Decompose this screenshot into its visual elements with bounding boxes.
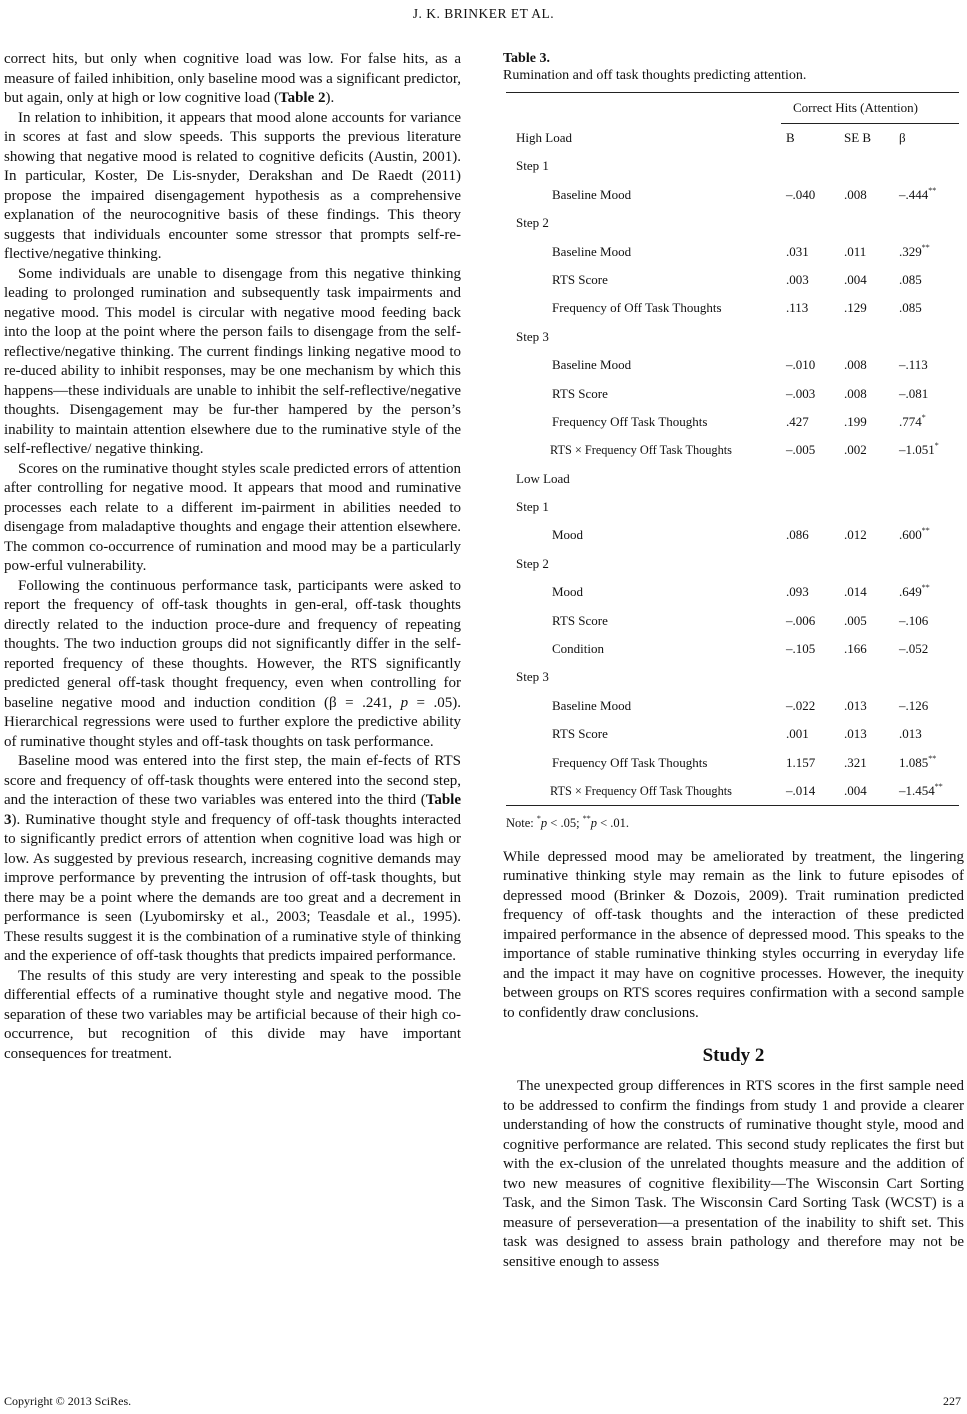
cell-beta bbox=[899, 720, 922, 748]
table-row bbox=[506, 607, 959, 635]
cell-beta bbox=[899, 578, 930, 606]
cell-b: –.003 bbox=[786, 385, 816, 401]
row-label: Mood bbox=[552, 527, 584, 543]
section-heading: Study 2 bbox=[702, 1045, 765, 1067]
cell-beta bbox=[899, 635, 928, 663]
table-caption: Rumination and off task thoughts predicting attention. bbox=[503, 68, 807, 83]
table-row bbox=[506, 323, 959, 351]
row-label: RTS Score bbox=[552, 271, 608, 287]
running-head: J. K. BRINKER ET AL. bbox=[412, 6, 555, 21]
note-prefix: Note: bbox=[506, 816, 537, 831]
cell-beta bbox=[899, 124, 906, 152]
cell-b: 1.157 bbox=[786, 754, 816, 770]
significance-mark: * bbox=[921, 412, 926, 422]
row-label: Frequency Off Task Thoughts bbox=[552, 413, 708, 429]
row-label: Step 3 bbox=[516, 669, 549, 685]
cell-se-b: .199 bbox=[844, 413, 867, 429]
beta-value: –.126 bbox=[899, 697, 929, 713]
cell-beta bbox=[899, 749, 936, 777]
table-row bbox=[506, 124, 959, 152]
cell-b: –.105 bbox=[786, 641, 816, 657]
table-row bbox=[506, 578, 959, 606]
row-label: RTS × Frequency Off Task Thoughts bbox=[550, 783, 732, 798]
note-text: < .05; bbox=[547, 816, 583, 831]
row-label: Baseline Mood bbox=[552, 186, 632, 202]
row-label: Condition bbox=[552, 641, 605, 657]
row-label: Frequency of Off Task Thoughts bbox=[552, 300, 722, 316]
beta-value: .774 bbox=[899, 413, 922, 429]
table-row bbox=[506, 408, 959, 436]
table-row bbox=[506, 493, 959, 521]
cell-se-b: .002 bbox=[844, 442, 867, 458]
beta-value: .649 bbox=[899, 584, 922, 600]
cell-b: –.040 bbox=[786, 186, 816, 202]
cell-se-b: .008 bbox=[844, 357, 867, 373]
significance-mark: ** bbox=[928, 753, 937, 763]
beta-value: –1.454 bbox=[899, 782, 935, 798]
paragraph-2: In relation to inhibition, it appears that mood alone accounts for variance in scores at fast and slow speeds. This supports the previous literature showing that negative mood is related to cognitive deficits (Austin, 2001). In particular, Koster, De Lis-snyder, Derakshan and De Raedt (2011) propose the impaired disengagement hypothesis as a comprehensive explanation of the neurocognitive basis of these findings. This theory suggests that individuals encounter some stressor that prompts self-re-flective/negative thinking. bbox=[4, 109, 461, 262]
paragraph-right-2: The unexpected group differences in RTS scores in the first sample need to be addressed to confirm the findings from study 1 and provide a clearer understanding of how the constructs of ruminative thought style, mood and cognitive performance are related. This second study replicates the first but with the ex-clusion of the unrelated thoughts measure and the addition of two new measures of cognitive flexibility—The Wisconsin Cart Sorting Task, and the Simon Task. The Wisconsin Card Sorting Task (WCST) is a measure of perseveration—a presentation of the inability to shift set. This task was designed to assess brain pathology and therefore may not be sensitive enough to assess bbox=[503, 1078, 964, 1270]
beta-value: –.052 bbox=[899, 641, 929, 657]
beta-value: .085 bbox=[899, 271, 922, 287]
paragraph-1 bbox=[4, 50, 461, 109]
row-label: Mood bbox=[552, 584, 584, 600]
table-row bbox=[506, 550, 959, 578]
paragraph-text: correct hits, but only when cognitive load was low. For false hits, as a measure of failed inhibition, only baseline mood was a significant predictor, but again, only at high or low cognitive load ( bbox=[4, 51, 461, 106]
cell-b: .003 bbox=[786, 271, 809, 287]
table-row bbox=[506, 351, 959, 379]
row-label: Step 1 bbox=[516, 158, 549, 174]
cell-beta bbox=[899, 351, 928, 379]
row-label: Baseline Mood bbox=[552, 243, 632, 259]
span-header-text: Correct Hits (Attention) bbox=[793, 100, 918, 115]
cell-se-b: .004 bbox=[844, 271, 867, 287]
cell-se-b: .008 bbox=[844, 385, 867, 401]
paragraph-text: ). bbox=[325, 90, 335, 106]
row-label: RTS Score bbox=[552, 385, 608, 401]
paragraph-6 bbox=[4, 752, 461, 967]
paragraph-right-1: While depressed mood may be ameliorated by treatment, the lingering ruminative thinking style may remain as the link to future episodes of depressed mood (Brinker & Dozois, 2009). Trait rumination predicted frequency of off-task thoughts and the interaction of these predicted impaired performance in the absence of depressed mood. This speaks to the importance of stable ruminative thinking styles occurring in everyday life and the impact it may have on cognitive processes. However, the inequity between groups on RTS scores requires confirmation with a second sample to confidently draw conclusions. bbox=[503, 848, 964, 1021]
cell-b: –.005 bbox=[786, 442, 816, 458]
table-row bbox=[506, 294, 959, 322]
footer-copyright: Copyright © 2013 SciRes. bbox=[4, 1394, 132, 1408]
p-symbol: p bbox=[400, 694, 409, 711]
cell-se-b: .321 bbox=[844, 754, 867, 770]
table-row bbox=[506, 692, 959, 720]
significance-mark: ** bbox=[928, 185, 937, 195]
row-label: RTS Score bbox=[552, 726, 608, 742]
cell-se-b: .004 bbox=[844, 782, 867, 798]
table-row bbox=[506, 181, 959, 209]
cell-b: .427 bbox=[786, 413, 809, 429]
cell-b: –.014 bbox=[786, 782, 816, 798]
cell-se-b: .013 bbox=[844, 697, 867, 713]
cell-se-b: .014 bbox=[844, 584, 867, 600]
cell-se-b: .013 bbox=[844, 726, 867, 742]
row-label: RTS × Frequency Off Task Thoughts bbox=[550, 443, 732, 458]
cell-beta bbox=[899, 294, 922, 322]
beta-value: .013 bbox=[899, 726, 922, 742]
row-label: Step 1 bbox=[516, 499, 549, 515]
beta-value: –1.051 bbox=[899, 442, 935, 458]
paragraph-4: Scores on the ruminative thought styles scale predicted errors of attention after controlling for negative mood. It appears that mood and ruminative processes each relate to a different im-pairment in abilities needed to disengage from maladaptive thoughts and engage their attention elsewhere. The common co-occurrence of rumination and mood may be a particularly pow-erful vulnerability. bbox=[4, 460, 461, 574]
beta-value: –.444 bbox=[899, 186, 929, 202]
row-label: RTS Score bbox=[552, 612, 608, 628]
p-symbol: p bbox=[540, 816, 548, 831]
row-label: Step 2 bbox=[516, 215, 549, 231]
beta-value: –.106 bbox=[899, 612, 929, 628]
cell-b: .113 bbox=[786, 300, 809, 316]
row-label: Step 2 bbox=[516, 555, 549, 571]
significance-mark: ** bbox=[921, 583, 930, 593]
paragraph-3: Some individuals are unable to disengage from this negative thinking leading to prolonged rumination and subsequently task impairments and negative mood. This model is circular with negative mood feeding back into the loop at the point where the person fails to disengage from the self-reflective/negative thinking. The current findings linking negative mood to re-duced ability to inhibit responses, may be one mechanism by which this happens—these individuals are unable to inhibit the self-reflective/negative thoughts. Disengagement may be fur-ther hampered by the person’s inability to maintain attention elsewhere due to the ruminative style of the self-reflective/ negative thinking. bbox=[4, 265, 461, 457]
significance-mark: * bbox=[934, 441, 939, 451]
row-label: Step 3 bbox=[516, 328, 549, 344]
cell-beta bbox=[899, 380, 928, 408]
row-label: Baseline Mood bbox=[552, 357, 632, 373]
table-row bbox=[506, 749, 959, 777]
beta-value: β bbox=[899, 130, 906, 145]
cell-beta bbox=[899, 692, 928, 720]
paragraph-text: ). Ruminative thought style and frequency of off-task thoughts interacted to significantly predict errors of attention when cognitive load was high or low. As suggested by previous research, increasing cognitive demands may improve performance by preventing the intrusion of off-task thoughts, but there may be a point where the demands are too great and a decrement in performance is seen (Lyubomirsky et al., 2003; Teasdale et al., 1995). These results suggest it is the combination of a ruminative style of thinking and the experience of off-task thoughts that predicts impaired performance. bbox=[4, 811, 461, 964]
cell-b: .031 bbox=[786, 243, 809, 259]
beta-value: .600 bbox=[899, 527, 922, 543]
table-2-link[interactable]: Table 2 bbox=[278, 90, 326, 106]
cell-b: .093 bbox=[786, 584, 809, 600]
table-row bbox=[506, 152, 959, 180]
cell-se-b: SE B bbox=[844, 130, 872, 145]
paragraph-5 bbox=[4, 577, 461, 753]
cell-beta bbox=[899, 777, 943, 805]
cell-se-b: .129 bbox=[844, 300, 867, 316]
row-label: Baseline Mood bbox=[552, 697, 632, 713]
table-row bbox=[506, 777, 959, 805]
table-bottom-rule bbox=[506, 805, 959, 806]
footer-page-number: 227 bbox=[943, 1394, 961, 1408]
cell-b: .001 bbox=[786, 726, 809, 742]
row-label: Frequency Off Task Thoughts bbox=[552, 754, 708, 770]
right-column bbox=[503, 50, 964, 1272]
p-symbol: p bbox=[590, 816, 597, 831]
cell-b: –.010 bbox=[786, 357, 816, 373]
cell-se-b: .011 bbox=[844, 243, 867, 259]
note-sup: ** bbox=[582, 814, 591, 824]
beta-value: .085 bbox=[899, 300, 922, 316]
table-row bbox=[506, 635, 959, 663]
cell-beta bbox=[899, 266, 922, 294]
paragraph-text: Baseline mood was entered into the first step, the main ef-fects of RTS score and frequency of off-task thoughts were entered into the second step, and the interaction of these two variables was entered into the third ( bbox=[4, 753, 461, 808]
cell-beta bbox=[899, 436, 939, 464]
cell-b: .086 bbox=[786, 527, 809, 543]
table-row bbox=[506, 266, 959, 294]
table-row bbox=[506, 663, 959, 691]
table-row bbox=[506, 238, 959, 266]
note-sup: * bbox=[536, 814, 541, 824]
cell-beta bbox=[899, 607, 928, 635]
paragraph-text: = .05). Hierarchical regressions were used to further explore the predictive ability of ruminative thought styles and off-task thoughts on task performance. bbox=[4, 694, 461, 750]
cell-b: –.006 bbox=[786, 612, 816, 628]
table-row bbox=[506, 521, 959, 549]
paragraph-text: Following the continuous performance task, participants were asked to report the frequency of off-task thoughts in gen-eral, off-task thoughts directly related to the induction proce-dure and frequency of repeating thoughts. The two induction groups did not significantly differ in the self-reported frequency of these thoughts. However, the RTS significantly predicted general off-task thought frequency, even when controlling for baseline negative mood and induction condition (β = .241, bbox=[4, 577, 461, 711]
beta-value: 1.085 bbox=[899, 754, 929, 770]
table-row bbox=[506, 465, 959, 493]
beta-value: –.113 bbox=[899, 357, 928, 373]
table-body bbox=[506, 124, 959, 805]
note-text: < .01. bbox=[596, 816, 629, 831]
table-row bbox=[506, 436, 959, 464]
table-row bbox=[506, 380, 959, 408]
cell-beta bbox=[899, 521, 930, 549]
row-label: High Load bbox=[516, 130, 572, 145]
significance-mark: ** bbox=[921, 242, 930, 252]
row-label: Low Load bbox=[516, 470, 570, 486]
table-3 bbox=[506, 93, 959, 123]
cell-se-b: .166 bbox=[844, 641, 867, 657]
table-span-header bbox=[506, 93, 959, 123]
cell-se-b: .012 bbox=[844, 527, 867, 543]
significance-mark: ** bbox=[921, 526, 930, 536]
beta-value: .329 bbox=[899, 243, 922, 259]
significance-mark: ** bbox=[934, 781, 943, 791]
cell-beta bbox=[899, 408, 926, 436]
table-row bbox=[506, 720, 959, 748]
cell-beta bbox=[899, 181, 936, 209]
beta-value: –.081 bbox=[899, 385, 929, 401]
cell-b: B bbox=[786, 130, 795, 145]
cell-se-b: .005 bbox=[844, 612, 867, 628]
table-note bbox=[506, 814, 964, 834]
table-row bbox=[506, 209, 959, 237]
left-column bbox=[4, 50, 461, 1064]
cell-beta bbox=[899, 238, 930, 266]
table-3-link[interactable]: Table 3 bbox=[4, 792, 461, 828]
paragraph-7: The results of this study are very interesting and speak to the possible differential effects of a ruminative thought style and negative mood. The separation of these two variables may be artificial because of their high co-occurrence, but recognition of this divide may have important consequences for treatment. bbox=[4, 967, 461, 1062]
cell-se-b: .008 bbox=[844, 186, 867, 202]
cell-b: –.022 bbox=[786, 697, 816, 713]
table-title: Table 3. bbox=[503, 51, 550, 66]
